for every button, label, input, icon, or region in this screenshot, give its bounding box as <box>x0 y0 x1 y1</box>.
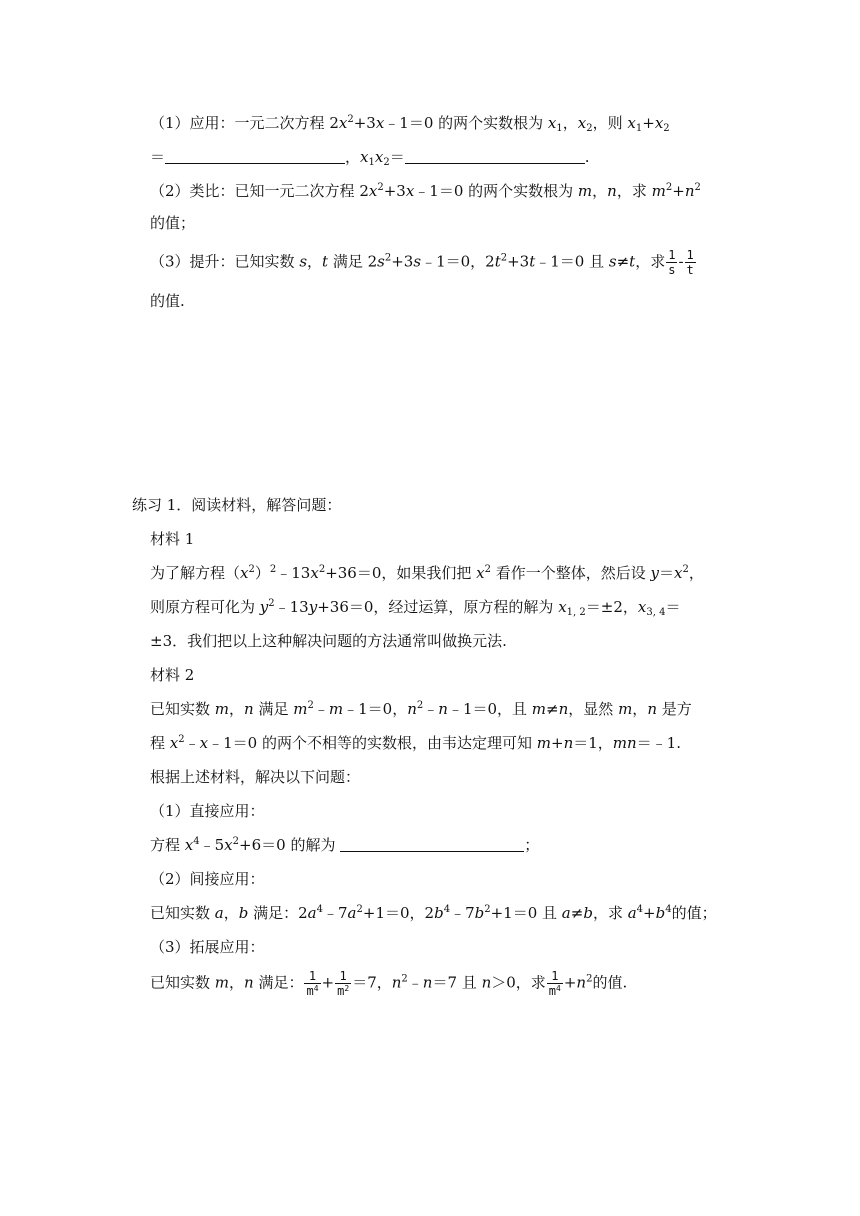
text: ﹣ <box>407 973 423 992</box>
exp: 4 <box>636 904 644 915</box>
text: - <box>678 252 684 271</box>
m2-line1 <box>150 699 692 719</box>
sub: 1, 2 <box>566 607 586 618</box>
text: 程 <box>150 734 170 752</box>
exp: 4 <box>443 904 451 915</box>
text: （3）拓展应用： <box>150 938 265 956</box>
text: 的值. <box>592 973 628 992</box>
text: +3 <box>391 252 414 271</box>
var: x <box>654 114 664 132</box>
text: +3 <box>383 182 406 200</box>
text: +3 <box>507 252 530 271</box>
den-var: m <box>548 984 557 998</box>
exp: 4 <box>316 904 323 915</box>
exp: 4 <box>313 984 319 993</box>
text: ，求 <box>635 252 666 271</box>
var: x <box>360 148 369 166</box>
var: s <box>299 252 308 271</box>
text: ﹣13 <box>274 598 309 616</box>
text: 的值； <box>150 214 196 232</box>
var: n <box>684 182 695 200</box>
var: m <box>618 700 633 718</box>
var: n <box>481 973 492 992</box>
sub: 1 <box>368 157 375 168</box>
exp: 2 <box>269 564 277 575</box>
den-var: m <box>306 984 314 998</box>
var: x <box>627 114 636 132</box>
text: ﹣1＝0， <box>343 700 408 718</box>
exp: 2 <box>665 182 673 193</box>
sub: 1 <box>635 123 643 134</box>
var: n <box>422 973 433 992</box>
text: ﹣7 <box>450 904 475 922</box>
var: n <box>244 973 254 992</box>
var: m <box>328 700 344 718</box>
frac-den: s <box>668 263 676 277</box>
var: x <box>547 114 557 132</box>
var: s <box>413 252 422 271</box>
text: （2）间接应用： <box>150 870 265 888</box>
var: n <box>407 700 417 718</box>
exp: 4 <box>665 904 672 915</box>
var: a <box>307 904 317 922</box>
m1-line1 <box>150 563 704 583</box>
var: m <box>531 700 547 718</box>
text: ，显然 <box>568 700 619 718</box>
text: 已知实数 <box>150 700 215 718</box>
var: m <box>293 700 308 718</box>
var: m <box>214 700 230 718</box>
text: . <box>584 148 590 166</box>
text: ， <box>223 904 239 922</box>
sub: 2 <box>383 157 390 168</box>
exp: 2 <box>356 904 363 915</box>
var: mn <box>612 734 637 752</box>
text: ﹣ <box>184 734 200 752</box>
text: 满足：2 <box>248 904 308 922</box>
var: b <box>583 904 593 922</box>
var: y <box>650 564 660 582</box>
text: ﹣1＝0 的两个实数根为 <box>414 182 578 200</box>
var: x <box>184 836 194 854</box>
exp: 2 <box>682 564 689 575</box>
q3-line2 <box>150 291 185 311</box>
text: 材料 1 <box>150 530 195 548</box>
sub: 2 <box>586 123 593 134</box>
text: ＞0，求 <box>491 973 546 992</box>
text: 为了解方程（ <box>150 564 241 582</box>
text: ﹣5 <box>199 836 225 854</box>
frac-den: t <box>686 263 694 277</box>
m2-line2 <box>150 733 681 753</box>
fraction-1-over-m2 <box>335 969 351 998</box>
text: （1）应用：一元二次方程 2 <box>150 114 339 132</box>
exp: 2 <box>268 598 275 609</box>
text: ≠ <box>546 700 559 718</box>
var: x <box>674 564 683 582</box>
text: ， <box>229 700 245 718</box>
var: a <box>347 904 357 922</box>
m2-line3 <box>150 767 360 787</box>
text: 的值. <box>150 292 185 310</box>
var: n <box>244 700 254 718</box>
q2-line1: （2）类比：已知一元二次方程 $2x^2+3x﹣1=0$ 的两个实数根为 m，n，求 $m^2+n^2$ <box>150 182 701 200</box>
q3-line1 <box>150 248 697 277</box>
var: n <box>558 700 569 718</box>
var: m <box>214 973 230 992</box>
var: b <box>238 904 249 922</box>
text: ， <box>592 182 608 200</box>
text: 方程 <box>150 836 185 854</box>
var: a <box>214 904 224 922</box>
exp: 2 <box>401 973 408 985</box>
text: ， <box>345 148 361 166</box>
text: 已知实数 <box>150 973 215 992</box>
var: t <box>629 252 636 271</box>
text: ﹣ <box>313 700 329 718</box>
answer-blank-solutions[interactable] <box>340 837 524 852</box>
var: m <box>536 734 551 752</box>
text: ＝7 且 <box>432 973 482 992</box>
text: ＝±2， <box>585 598 638 616</box>
exp: 2 <box>178 734 185 745</box>
frac-den <box>335 984 351 998</box>
fraction-1-over-m4 <box>304 969 320 998</box>
exercise-title <box>132 495 341 515</box>
text: ﹣1＝0 且 <box>535 252 609 271</box>
exp: 2 <box>484 564 491 575</box>
var: x <box>368 182 378 200</box>
material-2-title <box>150 665 194 685</box>
q1-line2 <box>150 147 590 167</box>
m1-line3 <box>150 631 507 651</box>
text: （1）直接应用： <box>150 802 265 820</box>
frac-num: 1 <box>304 969 320 984</box>
text: ＝1， <box>573 734 613 752</box>
exp: 4 <box>556 984 561 993</box>
exp: 2 <box>318 564 326 575</box>
var: x <box>637 598 647 616</box>
var: m <box>577 182 593 200</box>
var: n <box>647 700 657 718</box>
fraction-1-over-t <box>685 248 696 277</box>
exp: 2 <box>416 700 424 711</box>
text: + <box>643 904 656 922</box>
text: +36＝0，经过运算，原方程的解为 <box>317 598 559 616</box>
exp: 2 <box>232 836 240 847</box>
q2-line2 <box>150 213 195 233</box>
text: ） <box>254 564 270 582</box>
var: t <box>322 252 329 271</box>
exp: 2 <box>484 904 491 915</box>
var: n <box>607 182 617 200</box>
var: x <box>476 564 485 582</box>
text: ﹣ <box>423 700 439 718</box>
var: y <box>259 598 269 616</box>
text: ﹣13 <box>276 564 311 582</box>
var: n <box>563 734 574 752</box>
text: ﹣1＝0，且 <box>447 700 532 718</box>
var: x <box>310 564 319 582</box>
text: （2）类比：已知一元二次方程 2 <box>150 182 369 200</box>
text: ； <box>524 836 540 854</box>
text: + <box>321 973 335 992</box>
var: n <box>438 700 448 718</box>
var: s <box>608 252 617 271</box>
var: n <box>576 973 587 992</box>
text: +36＝0，如果我们把 <box>325 564 477 582</box>
var: t <box>529 252 536 271</box>
var: b <box>474 904 485 922</box>
exp: 2 <box>694 182 701 193</box>
text: ，则 <box>592 114 628 132</box>
var: x <box>224 836 233 854</box>
text: ，求 <box>592 904 628 922</box>
var: b <box>434 904 444 922</box>
var: x <box>558 598 567 616</box>
var: b <box>655 904 666 922</box>
var: x <box>240 564 249 582</box>
answer-blank-product[interactable] <box>405 149 585 164</box>
text: + <box>550 734 564 752</box>
text: 看作一个整体，然后设 <box>491 564 651 582</box>
answer-blank-sum[interactable] <box>165 149 345 164</box>
var: x <box>375 114 385 132</box>
var: x <box>338 114 348 132</box>
text: ＝ <box>659 564 675 582</box>
exp: 2 <box>377 182 384 193</box>
text: ±3．我们把以上这种解决问题的方法通常叫做换元法. <box>150 632 507 650</box>
part1-line <box>150 835 539 855</box>
text: ，求 <box>616 182 652 200</box>
text: +1＝0，2 <box>362 904 435 922</box>
text: +3 <box>353 114 376 132</box>
var: x <box>374 148 384 166</box>
text: 满足 <box>253 700 294 718</box>
part2-line <box>150 903 717 923</box>
exp: 2 <box>500 252 508 264</box>
text: ﹣1＝0，2 <box>421 252 495 271</box>
var: a <box>561 904 571 922</box>
q1-line1: （1）应用：一元二次方程 $2x^2+3x﹣1=0$ 的两个实数根为 $x_1$，$x_2$，则 $x_1+x_2$ <box>150 114 670 134</box>
text: ， <box>632 700 648 718</box>
var: n <box>391 973 402 992</box>
exp: 4 <box>193 836 200 847</box>
text: 根据上述材料，解决以下问题： <box>150 768 361 786</box>
frac-num: 1 <box>686 248 694 262</box>
text: ﹣7 <box>323 904 348 922</box>
fraction-1-over-m4-b <box>547 969 563 998</box>
fraction-1-over-s <box>666 248 677 277</box>
part1-title <box>150 801 265 821</box>
text: 是方 <box>656 700 692 718</box>
var: t <box>494 252 501 271</box>
text: +6＝0 的解为 <box>239 836 341 854</box>
var: a <box>627 904 637 922</box>
frac-num: 1 <box>335 969 351 984</box>
part2-title <box>150 869 265 889</box>
text: 材料 2 <box>150 666 195 684</box>
exp: 2 <box>344 984 350 993</box>
sub: 1 <box>556 123 563 134</box>
var: x <box>169 734 179 752</box>
text: ， <box>688 564 704 582</box>
text: ＝﹣1. <box>636 734 681 752</box>
var: x <box>199 734 209 752</box>
var: s <box>377 252 385 271</box>
text: ﹣1＝0 的两个不相等的实数根，由韦达定理可知 <box>208 734 537 752</box>
text: ， <box>307 252 323 271</box>
exp: 2 <box>307 700 314 711</box>
var: x <box>405 182 415 200</box>
frac-num: 1 <box>668 248 676 262</box>
text: ， <box>562 114 578 132</box>
m1-line2 <box>150 597 680 617</box>
text: 练习 1．阅读材料，解答问题： <box>132 496 342 514</box>
var: m <box>651 182 666 200</box>
text: ＝ <box>665 598 681 616</box>
frac-den <box>547 984 563 998</box>
var: y <box>308 598 318 616</box>
part3-line <box>150 969 627 998</box>
material-1-title <box>150 529 194 549</box>
sub: 3, 4 <box>646 607 666 618</box>
text: ＝ <box>389 148 405 166</box>
text: 的值； <box>671 904 717 922</box>
text: 已知实数 <box>150 904 215 922</box>
part3-title <box>150 937 265 957</box>
text: ， <box>229 973 245 992</box>
text: + <box>563 973 577 992</box>
text: ≠ <box>570 904 584 922</box>
text: ＝ <box>150 148 166 166</box>
sub: 2 <box>663 123 670 134</box>
exp: 2 <box>384 252 392 264</box>
text: 满足： <box>253 973 304 992</box>
exp: 2 <box>347 114 354 125</box>
den-var: m <box>337 984 345 998</box>
text: ＝7， <box>352 973 392 992</box>
text: ≠ <box>616 252 630 271</box>
text: （3）提升：已知实数 <box>150 252 300 271</box>
var: x <box>577 114 587 132</box>
text: ﹣1＝0 的两个实数根为 <box>384 114 548 132</box>
text: +1＝0 且 <box>490 904 562 922</box>
exp: 2 <box>586 973 593 985</box>
text: 满足 2 <box>328 252 378 271</box>
frac-den <box>304 984 320 998</box>
exp: 2 <box>248 564 255 575</box>
text: 则原方程可化为 <box>150 598 260 616</box>
frac-num: 1 <box>547 969 563 984</box>
